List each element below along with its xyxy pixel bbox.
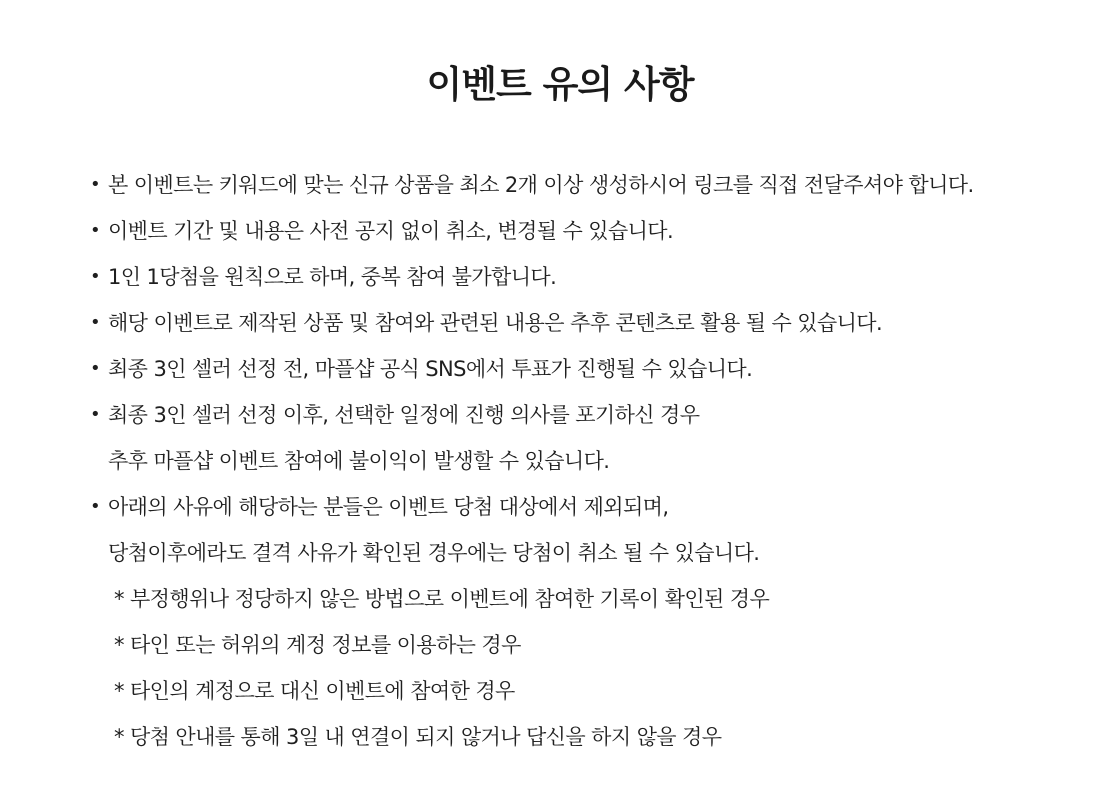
- bullet-icon: •: [90, 312, 101, 333]
- bullet-icon: •: [90, 266, 101, 287]
- exclusion-reason: * 타인의 계정으로 대신 이벤트에 참여한 경우: [114, 679, 515, 703]
- notice-text-continued: 추후 마플샵 이벤트 참여에 불이익이 발생할 수 있습니다.: [108, 449, 610, 473]
- bullet-icon: •: [90, 358, 101, 379]
- page-title: 이벤트 유의 사항: [426, 63, 694, 106]
- notice-text-continued: 당첨이후에라도 결격 사유가 확인된 경우에는 당첨이 취소 될 수 있습니다.: [108, 541, 760, 565]
- bullet-icon: •: [90, 174, 101, 195]
- exclusion-reason: * 부정행위나 정당하지 않은 방법으로 이벤트에 참여한 기록이 확인된 경우: [114, 587, 770, 611]
- bullet-icon: •: [90, 496, 101, 517]
- notice-item: [90, 254, 1100, 300]
- exclusion-reason: * 타인 또는 허위의 계정 정보를 이용하는 경우: [114, 633, 521, 657]
- exclusion-reason: * 당첨 안내를 통해 3일 내 연결이 되지 않거나 답신을 하지 않을 경우: [114, 725, 722, 749]
- notice-item: [90, 484, 1100, 760]
- bullet-icon: •: [90, 404, 101, 425]
- notice-text: 1인 1당첨을 원칙으로 하며, 중복 참여 불가합니다.: [108, 265, 557, 289]
- notice-text: 이벤트 기간 및 내용은 사전 공지 없이 취소, 변경될 수 있습니다.: [108, 219, 674, 243]
- notice-text: 본 이벤트는 키워드에 맞는 신규 상품을 최소 2개 이상 생성하시어 링크를 직접 전달주셔야 합니다.: [108, 173, 974, 197]
- notice-text: 최종 3인 셀러 선정 이후, 선택한 일정에 진행 의사를 포기하신 경우: [108, 403, 700, 427]
- notice-item: [90, 300, 1100, 346]
- notice-text: 아래의 사유에 해당하는 분들은 이벤트 당첨 대상에서 제외되며,: [108, 495, 669, 519]
- notice-item: [90, 392, 1100, 484]
- notice-text: 최종 3인 셀러 선정 전, 마플샵 공식 SNS에서 투표가 진행될 수 있습니다.: [108, 357, 753, 381]
- notice-item: [90, 162, 1100, 208]
- bullet-icon: •: [90, 220, 101, 241]
- notice-list: [90, 162, 1100, 760]
- notice-text: 해당 이벤트로 제작된 상품 및 참여와 관련된 내용은 추후 콘텐츠로 활용 될 수 있습니다.: [108, 311, 883, 335]
- notice-item: [90, 208, 1100, 254]
- notice-item: [90, 346, 1100, 392]
